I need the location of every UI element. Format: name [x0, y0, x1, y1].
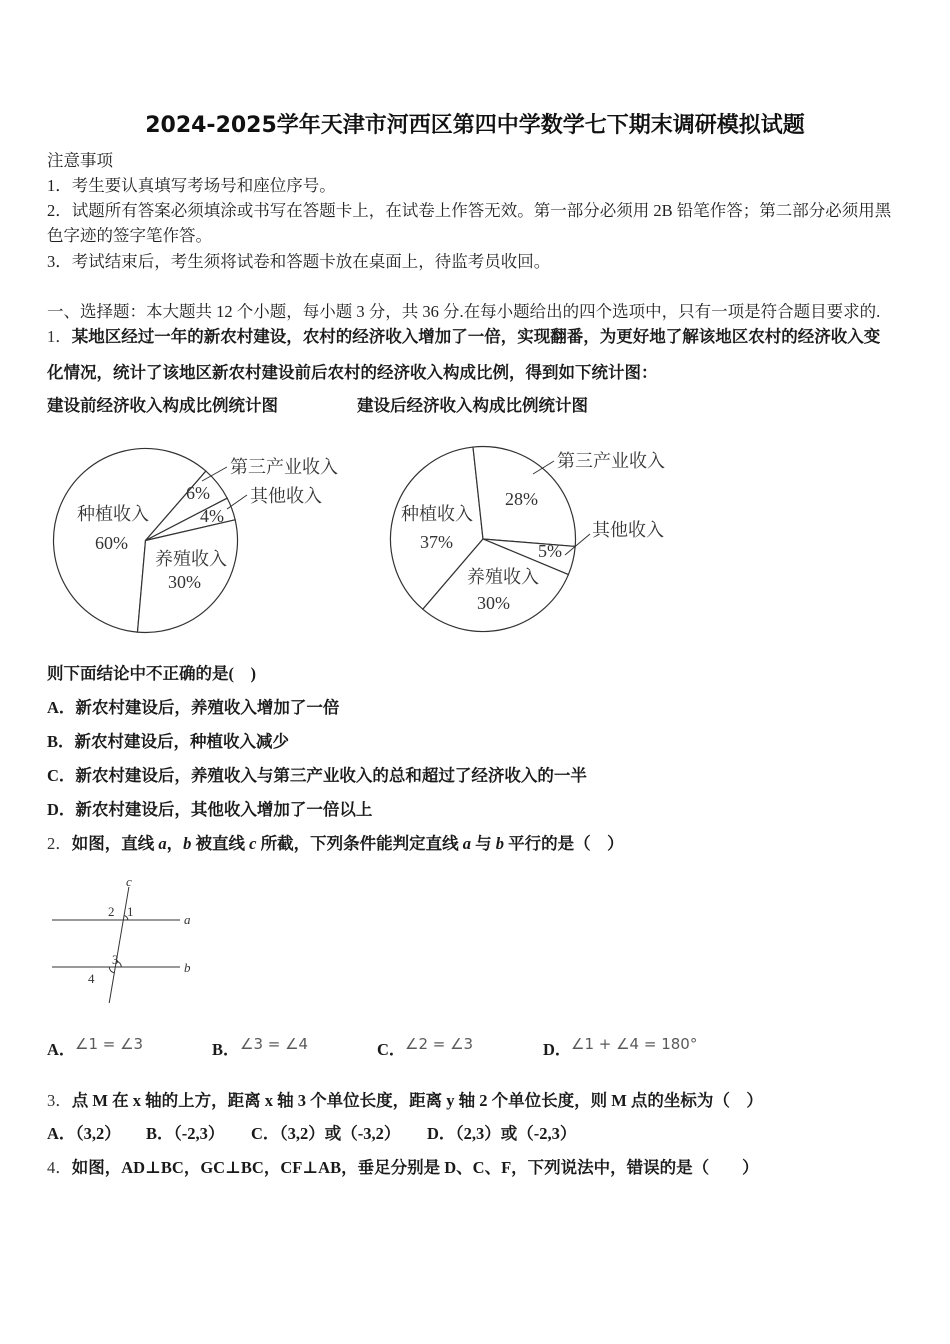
q2-stem-var-b: b: [183, 834, 192, 853]
q2-option-b-letter: B．: [212, 1040, 240, 1059]
figure-label-c: c: [126, 874, 132, 889]
pie-charts: [40, 430, 720, 655]
option-letter: C．: [47, 766, 76, 785]
option-text: 新农村建设后，养殖收入增加了一倍: [75, 698, 340, 717]
question-number: 3．: [47, 1091, 72, 1110]
option-text: 新农村建设后，种植收入减少: [74, 732, 290, 751]
pie-chart-before: [53, 449, 338, 633]
figure-label-a: a: [184, 912, 191, 927]
q1-option-c: [47, 766, 587, 786]
q2-stem-var-a: a: [462, 834, 471, 853]
q2-stem-part: ，: [166, 834, 184, 853]
option-text: （-2,3）: [173, 1124, 225, 1143]
option-text: 新农村建设后，养殖收入与第三产业收入的总和超过了经济收入的一半: [75, 766, 587, 785]
figure-label-angle-1: 1: [127, 904, 134, 919]
q3-stem-text: 点 M 在 x 轴的上方，距离 x 轴 3 个单位长度，距离 y 轴 2 个单位长度，则 M 点的坐标为（ ）: [71, 1091, 763, 1110]
q3-option-c: [251, 1124, 400, 1144]
q2-figure: [40, 868, 210, 1013]
pie-after-value-tertiary: 28%: [505, 489, 538, 509]
pie-before-value-breeding: 30%: [168, 572, 201, 592]
q1-stem-text: 某地区经过一年的新农村建设，农村的经济收入增加了一倍，实现翻番，为更好地了解该地区农村的经济收入变: [71, 327, 881, 346]
q1-stem-line-2: 化情况，统计了该地区新农村建设前后农村的经济收入构成比例，得到如下统计图：: [47, 363, 658, 382]
notice-item-text: 考试结束后，考生须将试卷和答题卡放在桌面上，待监考员收回。: [71, 252, 551, 271]
pie-before-value-tertiary: 6%: [186, 483, 210, 503]
q1-option-b: [47, 732, 289, 752]
q1-option-a: [47, 698, 339, 718]
pie-before-label-other: 其他收入: [250, 486, 322, 506]
option-letter: A．: [47, 698, 76, 717]
q1-option-d: [47, 800, 372, 820]
q2-option-d-letter: D．: [543, 1040, 572, 1059]
notice-item-2: [47, 201, 891, 221]
q2-stem-var-a: a: [158, 834, 167, 853]
pie-after-value-breeding: 30%: [477, 593, 510, 613]
figure-label-angle-3: 3: [112, 952, 119, 967]
section-heading: 一、选择题：本大题共 12 个小题，每小题 3 分，共 36 分.在每小题给出的四个选项中，只有一项是符合题目要求的.: [47, 302, 881, 321]
figure-label-b: b: [184, 960, 191, 975]
q2-stem-part: 被直线: [191, 834, 250, 853]
pie-before-label-tertiary: 第三产业收入: [230, 457, 338, 477]
q3-option-b: [146, 1124, 224, 1144]
question-number: 1．: [47, 327, 72, 346]
angle-4-arc: [109, 967, 114, 973]
option-letter: D．: [47, 800, 76, 819]
q2-stem-part: 与: [470, 834, 496, 853]
q3-stem: [47, 1091, 763, 1111]
pie-after-label-other: 其他收入: [592, 520, 664, 540]
notice-heading: 注意事项: [47, 151, 113, 170]
option-text: （3,2）或（-3,2）: [279, 1124, 401, 1143]
notice-item-number: 3．: [47, 252, 72, 271]
option-text: （3,2）: [75, 1124, 121, 1143]
q2-option-c-expression: ∠2 = ∠3: [405, 1035, 474, 1053]
q2-option-d-expression: ∠1 + ∠4 = 180°: [571, 1035, 698, 1053]
page-title: 2024-2025学年天津市河西区第四中学数学七下期末调研模拟试题: [145, 113, 805, 138]
q3-option-d: [427, 1124, 576, 1144]
pie-before-label-breeding: 养殖收入: [155, 549, 227, 569]
option-letter: A．: [47, 1124, 76, 1143]
q2-stem-var-c: c: [249, 834, 257, 853]
q2-option-a-letter: A．: [47, 1040, 76, 1059]
pie-chart-after: [390, 446, 665, 631]
notice-item-2-continued: 色字迹的签字笔作答。: [47, 226, 212, 245]
option-letter: B．: [146, 1124, 174, 1143]
q2-option-a-expression: ∠1 = ∠3: [75, 1035, 144, 1053]
q1-stem-line-1: [47, 327, 880, 347]
figure-label-angle-2: 2: [108, 904, 115, 919]
q4-stem-text: 如图，AD⊥BC，GC⊥BC，CF⊥AB，垂足分别是 D、C、F，下列说法中，错误的是（ ）: [71, 1158, 759, 1177]
question-number: 4．: [47, 1158, 72, 1177]
q4-stem: [47, 1158, 759, 1178]
pie-after-label-breeding: 养殖收入: [467, 567, 539, 587]
q2-option-b-expression: ∠3 = ∠4: [240, 1035, 309, 1053]
option-letter: D．: [427, 1124, 456, 1143]
q2-stem-var-b: b: [495, 834, 504, 853]
figure-label-angle-4: 4: [88, 971, 95, 986]
q2-stem: [47, 834, 624, 854]
pie-before-label-planting: 种植收入: [77, 504, 149, 524]
q2-option-c-letter: C．: [377, 1040, 406, 1059]
notice-item-1: [47, 176, 336, 196]
pie-before-value-other: 4%: [200, 506, 224, 526]
pie-after-value-other: 5%: [538, 541, 562, 561]
pie-after-value-planting: 37%: [420, 532, 453, 552]
chart-caption-before: 建设前经济收入构成比例统计图: [47, 396, 278, 415]
q1-prompt: 则下面结论中不正确的是( ): [47, 664, 256, 683]
pie-after-label-planting: 种植收入: [401, 504, 473, 524]
pie-before-value-planting: 60%: [95, 533, 128, 553]
notice-item-3: [47, 252, 550, 272]
option-letter: B．: [47, 732, 75, 751]
notice-item-number: 1．: [47, 176, 72, 195]
pie-after-label-tertiary: 第三产业收入: [557, 451, 665, 471]
q3-option-a: [47, 1124, 121, 1144]
option-text: （2,3）或（-2,3）: [455, 1124, 577, 1143]
notice-item-text: 试题所有答案必须填涂或书写在答题卡上，在试卷上作答无效。第一部分必须用 2B 铅笔作答；第二部分必须用黑: [71, 201, 892, 220]
chart-caption-after: 建设后经济收入构成比例统计图: [357, 396, 588, 415]
q2-stem-part: 平行的是（ ）: [503, 834, 624, 853]
notice-item-number: 2．: [47, 201, 72, 220]
q2-stem-part: 所截，下列条件能判定直线: [256, 834, 463, 853]
pie-before-leader-other: [227, 495, 247, 509]
option-letter: C．: [251, 1124, 280, 1143]
q2-stem-part: 如图，直线: [71, 834, 159, 853]
option-text: 新农村建设后，其他收入增加了一倍以上: [75, 800, 373, 819]
question-number: 2．: [47, 834, 72, 853]
notice-item-text: 考生要认真填写考场号和座位序号。: [71, 176, 336, 195]
